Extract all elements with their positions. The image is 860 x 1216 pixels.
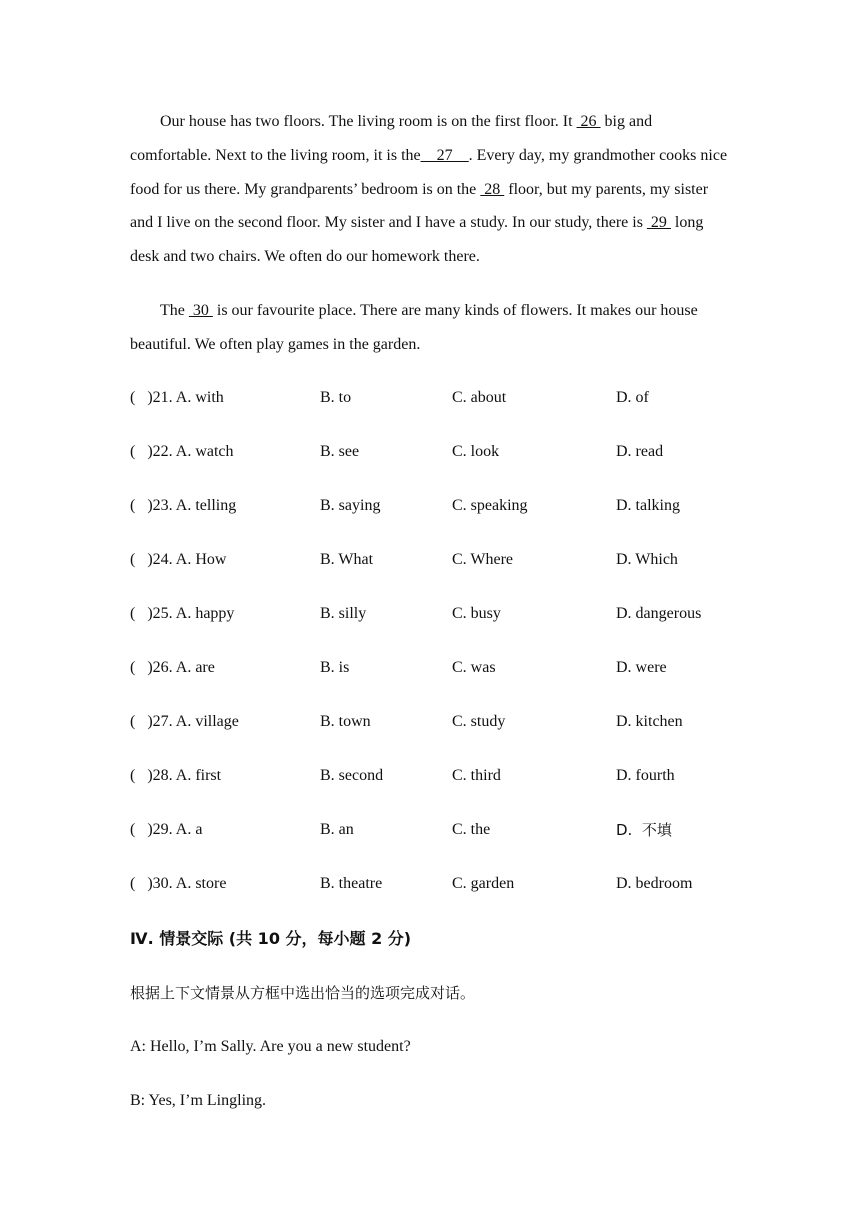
option-b: B. silly [320, 605, 367, 622]
answer-blank: 29 [646, 214, 671, 232]
question-row [130, 602, 770, 626]
option-b: B. an [320, 821, 354, 838]
question-number-option-a: ( )25. A. happy [130, 605, 235, 622]
option-d: D. of [616, 389, 649, 406]
question-row [130, 764, 770, 788]
question-row [130, 440, 770, 464]
answer-blank: 30 [188, 302, 213, 319]
option-b: B. to [320, 389, 352, 406]
option-d: D. read [616, 443, 664, 460]
option-d: D. bedroom [616, 875, 693, 892]
question-row [130, 386, 770, 410]
passage-text: big and comfortable. Next to the living room, it is the [130, 113, 653, 164]
option-b: B. see [320, 443, 360, 460]
option-c: C. Where [452, 551, 514, 568]
question-number-option-a: ( )24. A. How [130, 551, 227, 568]
option-d: D. 不填 [616, 821, 672, 839]
passage-text: Our house has two floors. The living room is on the first floor. It [160, 113, 577, 130]
answer-blank: __27__ [420, 146, 469, 164]
passage-text: The [160, 302, 189, 319]
option-c: C. busy [452, 605, 501, 622]
answer-blank: 28 [480, 180, 505, 198]
option-b: B. town [320, 713, 371, 730]
option-b: B. What [320, 551, 374, 568]
question-row [130, 494, 770, 518]
passage-paragraph-1 [130, 105, 730, 274]
section-title: Ⅳ. 情景交际 (共 10 分，每小题 2 分) [130, 929, 412, 948]
question-number-option-a: ( )30. A. store [130, 875, 227, 892]
option-b: B. second [320, 767, 384, 784]
question-row [130, 710, 770, 734]
dialogue-line: A: Hello, I’m Sally. Are you a new student? [130, 1038, 411, 1055]
option-d: D. kitchen [616, 713, 683, 730]
option-b: B. theatre [320, 875, 383, 892]
passage-paragraph-2 [130, 294, 730, 362]
option-c: C. was [452, 659, 496, 676]
answer-blank: 26 [576, 113, 601, 130]
question-number-option-a: ( )21. A. with [130, 389, 224, 406]
question-row [130, 818, 770, 842]
dialogue-line: B: Yes, I’m Lingling. [130, 1092, 267, 1109]
option-d: D. fourth [616, 767, 675, 784]
option-c: C. study [452, 713, 506, 730]
question-row [130, 548, 770, 572]
option-d: D. Which [616, 551, 678, 568]
question-number-option-a: ( )23. A. telling [130, 497, 237, 514]
question-number-option-a: ( )22. A. watch [130, 443, 234, 460]
option-c: C. speaking [452, 497, 528, 514]
passage-text: is our favourite place. There are many kinds of flowers. It makes our house beautiful. We often play games in the garden. [130, 302, 698, 353]
option-b: B. saying [320, 497, 381, 514]
option-d: D. talking [616, 497, 680, 514]
question-number-option-a: ( )27. A. village [130, 713, 239, 730]
option-b: B. is [320, 659, 350, 676]
option-c: C. the [452, 821, 491, 838]
question-row [130, 656, 770, 680]
question-number-option-a: ( )26. A. are [130, 659, 215, 676]
option-c: C. garden [452, 875, 515, 892]
option-c: C. about [452, 389, 507, 406]
option-c: C. look [452, 443, 500, 460]
option-d: D. dangerous [616, 605, 702, 622]
question-row [130, 872, 770, 896]
passage-text: floor, but my parents, my sister and I live on the second floor. My sister and I have a study. In our study, there is [130, 180, 709, 232]
question-number-option-a: ( )28. A. first [130, 767, 222, 784]
option-c: C. third [452, 767, 501, 784]
passage-text: long desk and two chairs. We often do our homework there. [130, 214, 704, 266]
question-number-option-a: ( )29. A. a [130, 821, 203, 838]
option-d: D. were [616, 659, 667, 676]
passage-text: . Every day, my grandmother cooks nice food for us there. My grandparents’ bedroom is on the [130, 146, 728, 198]
section-instruction: 根据上下文情景从方框中选出恰当的选项完成对话。 [130, 984, 476, 1002]
